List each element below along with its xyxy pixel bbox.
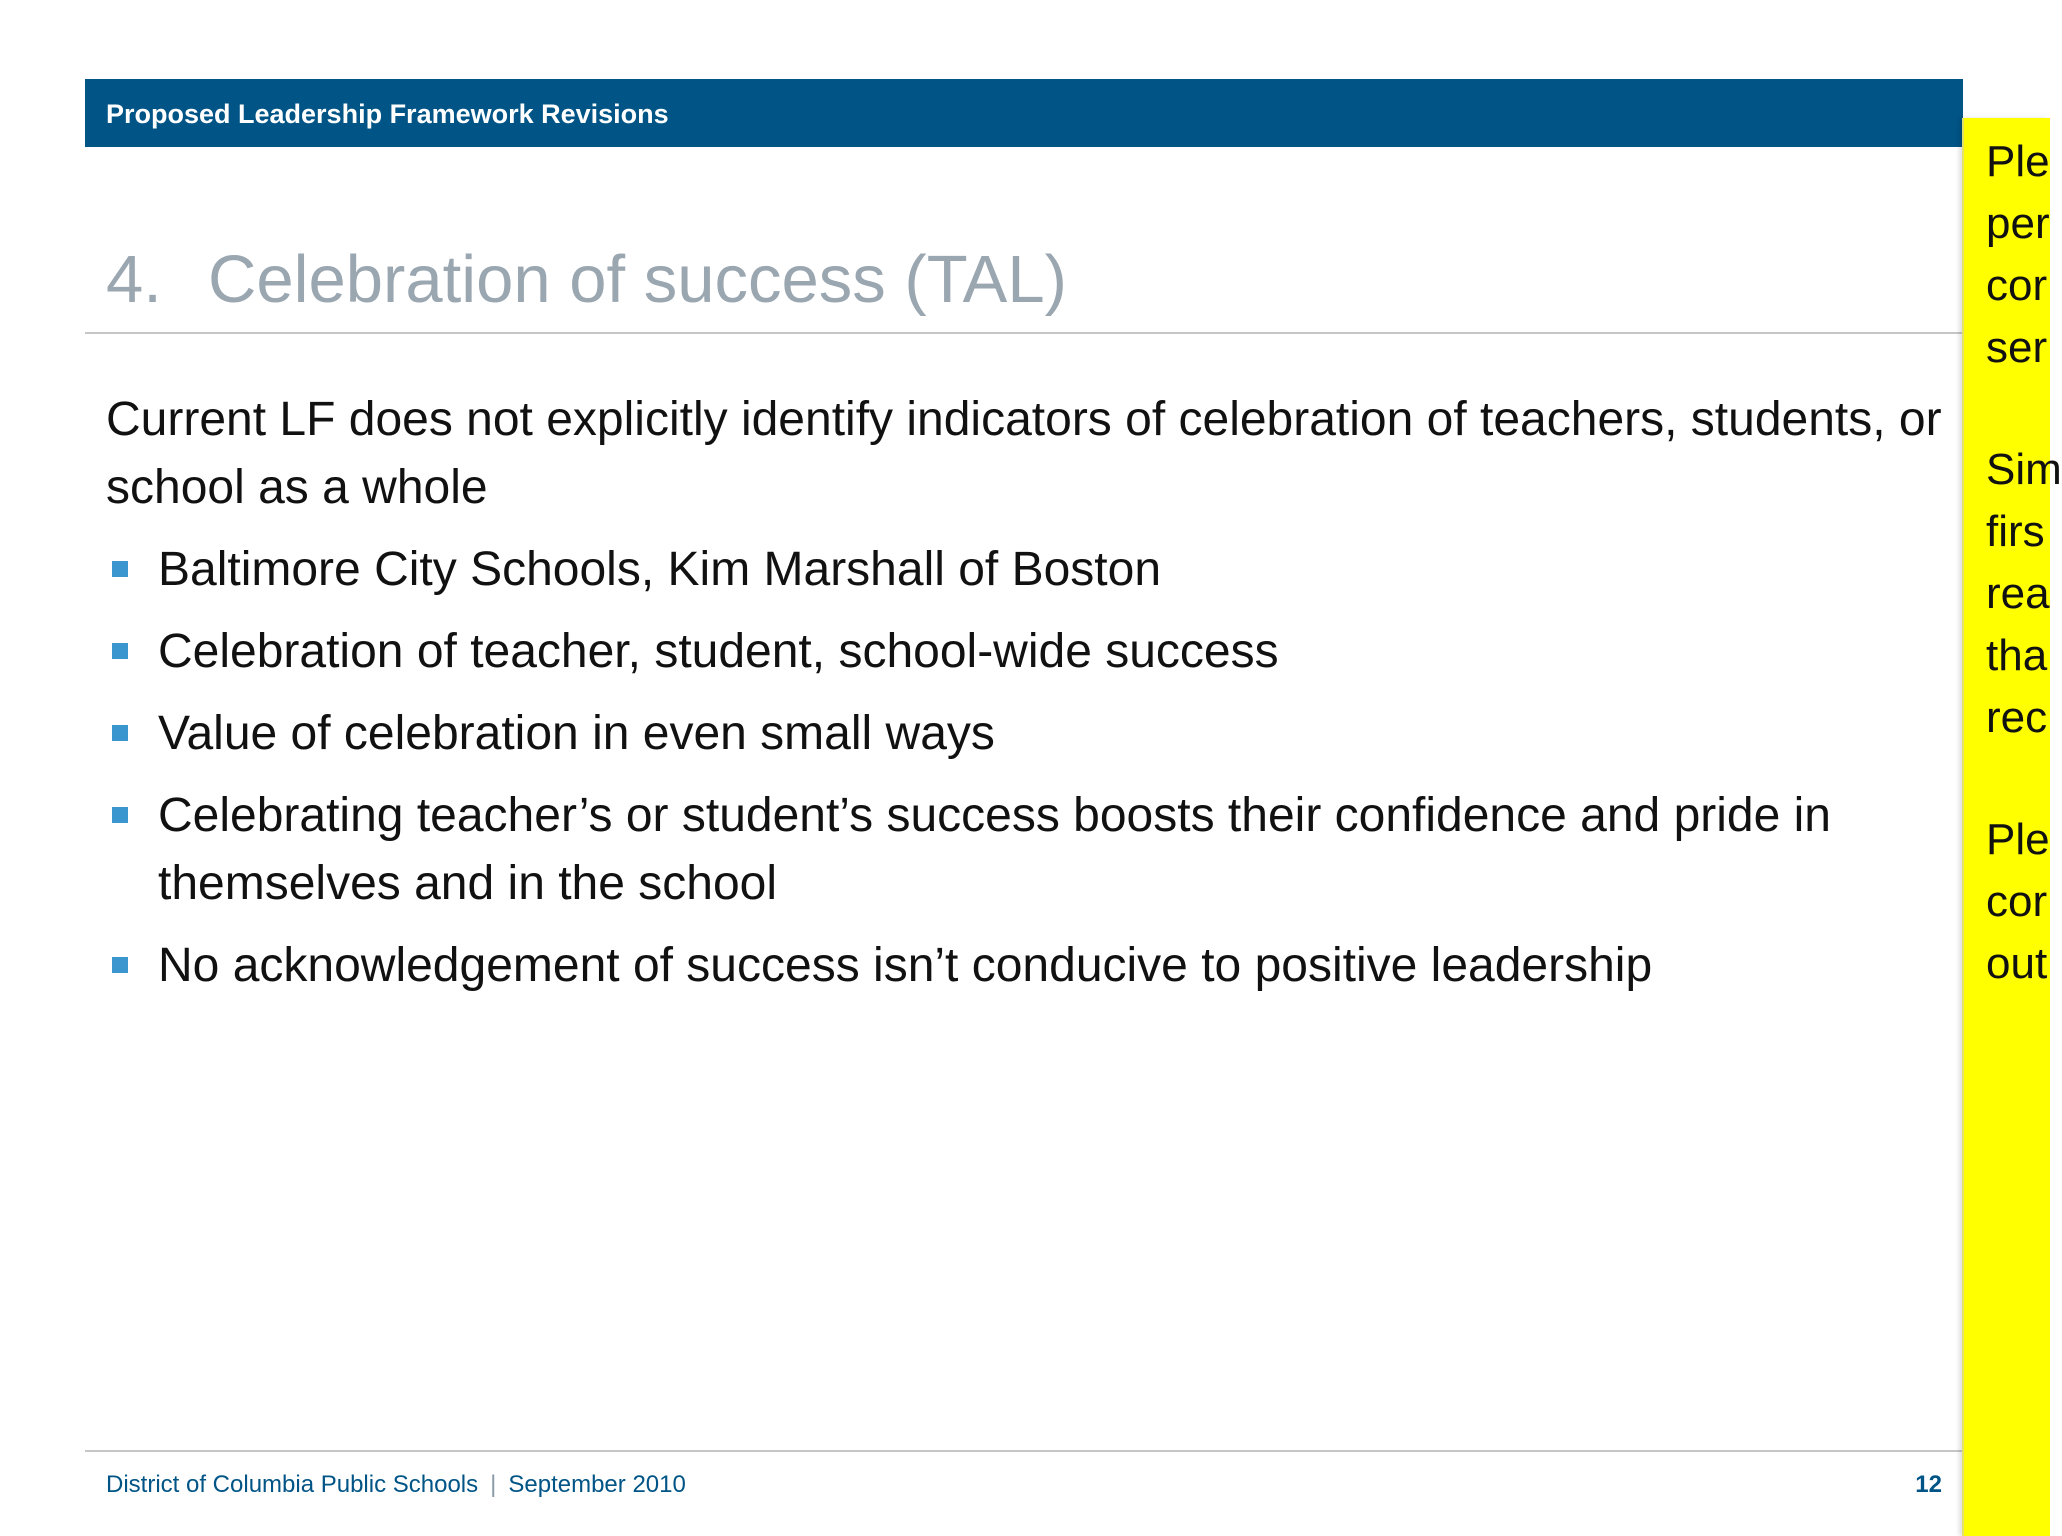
header-bar — [85, 79, 1963, 147]
note-line: rea — [1986, 569, 2050, 618]
slide-title-number: 4. — [106, 242, 162, 317]
bullet-list — [106, 536, 1966, 1014]
square-bullet-icon — [112, 561, 128, 577]
footer-org: District of Columbia Public Schools — [106, 1471, 479, 1498]
intro-paragraph: Current LF does not explicitly identify indicators of celebration of teachers, students, or school as a whole — [106, 393, 1942, 514]
slide-title — [106, 242, 1067, 317]
list-item — [106, 536, 1966, 604]
bullet-text: Baltimore City Schools, Kim Marshall of Boston — [158, 543, 1162, 596]
header-title: Proposed Leadership Framework Revisions — [106, 99, 669, 129]
footer-date: September 2010 — [508, 1471, 686, 1498]
note-line: rec — [1986, 693, 2048, 742]
list-item — [106, 932, 1966, 1000]
note-line: ser — [1986, 323, 2048, 372]
note-line: tha — [1986, 631, 2048, 680]
footer-separator: | — [490, 1471, 497, 1498]
square-bullet-icon — [112, 807, 128, 823]
list-item — [106, 700, 1966, 768]
square-bullet-icon — [112, 957, 128, 973]
footer — [106, 1470, 686, 1500]
note-line: per — [1986, 199, 2050, 248]
page-number: 12 — [1915, 1471, 1942, 1498]
note-line: Sim — [1986, 445, 2062, 494]
bullet-text: Celebrating teacher’s or student’s success boosts their confidence and pride in themselves and in the school — [158, 789, 1831, 910]
list-item — [106, 618, 1966, 686]
footer-divider — [85, 1450, 1963, 1452]
square-bullet-icon — [112, 725, 128, 741]
note-line: cor — [1986, 261, 2048, 310]
slide-title-text: Celebration of success (TAL) — [208, 242, 1067, 317]
note-line: Ple — [1986, 137, 2050, 186]
note-line: cor — [1986, 877, 2048, 926]
square-bullet-icon — [112, 643, 128, 659]
title-divider — [85, 332, 1963, 334]
bullet-text: No acknowledgement of success isn’t conducive to positive leadership — [158, 939, 1653, 992]
bullet-text: Celebration of teacher, student, school-wide success — [158, 625, 1279, 678]
note-line: Ple — [1986, 815, 2050, 864]
note-line: firs — [1986, 507, 2045, 556]
bullet-text: Value of celebration in even small ways — [158, 707, 995, 760]
note-line: out — [1986, 939, 2048, 988]
sticky-note-panel[interactable] — [1962, 118, 2062, 1536]
list-item — [106, 782, 1966, 918]
